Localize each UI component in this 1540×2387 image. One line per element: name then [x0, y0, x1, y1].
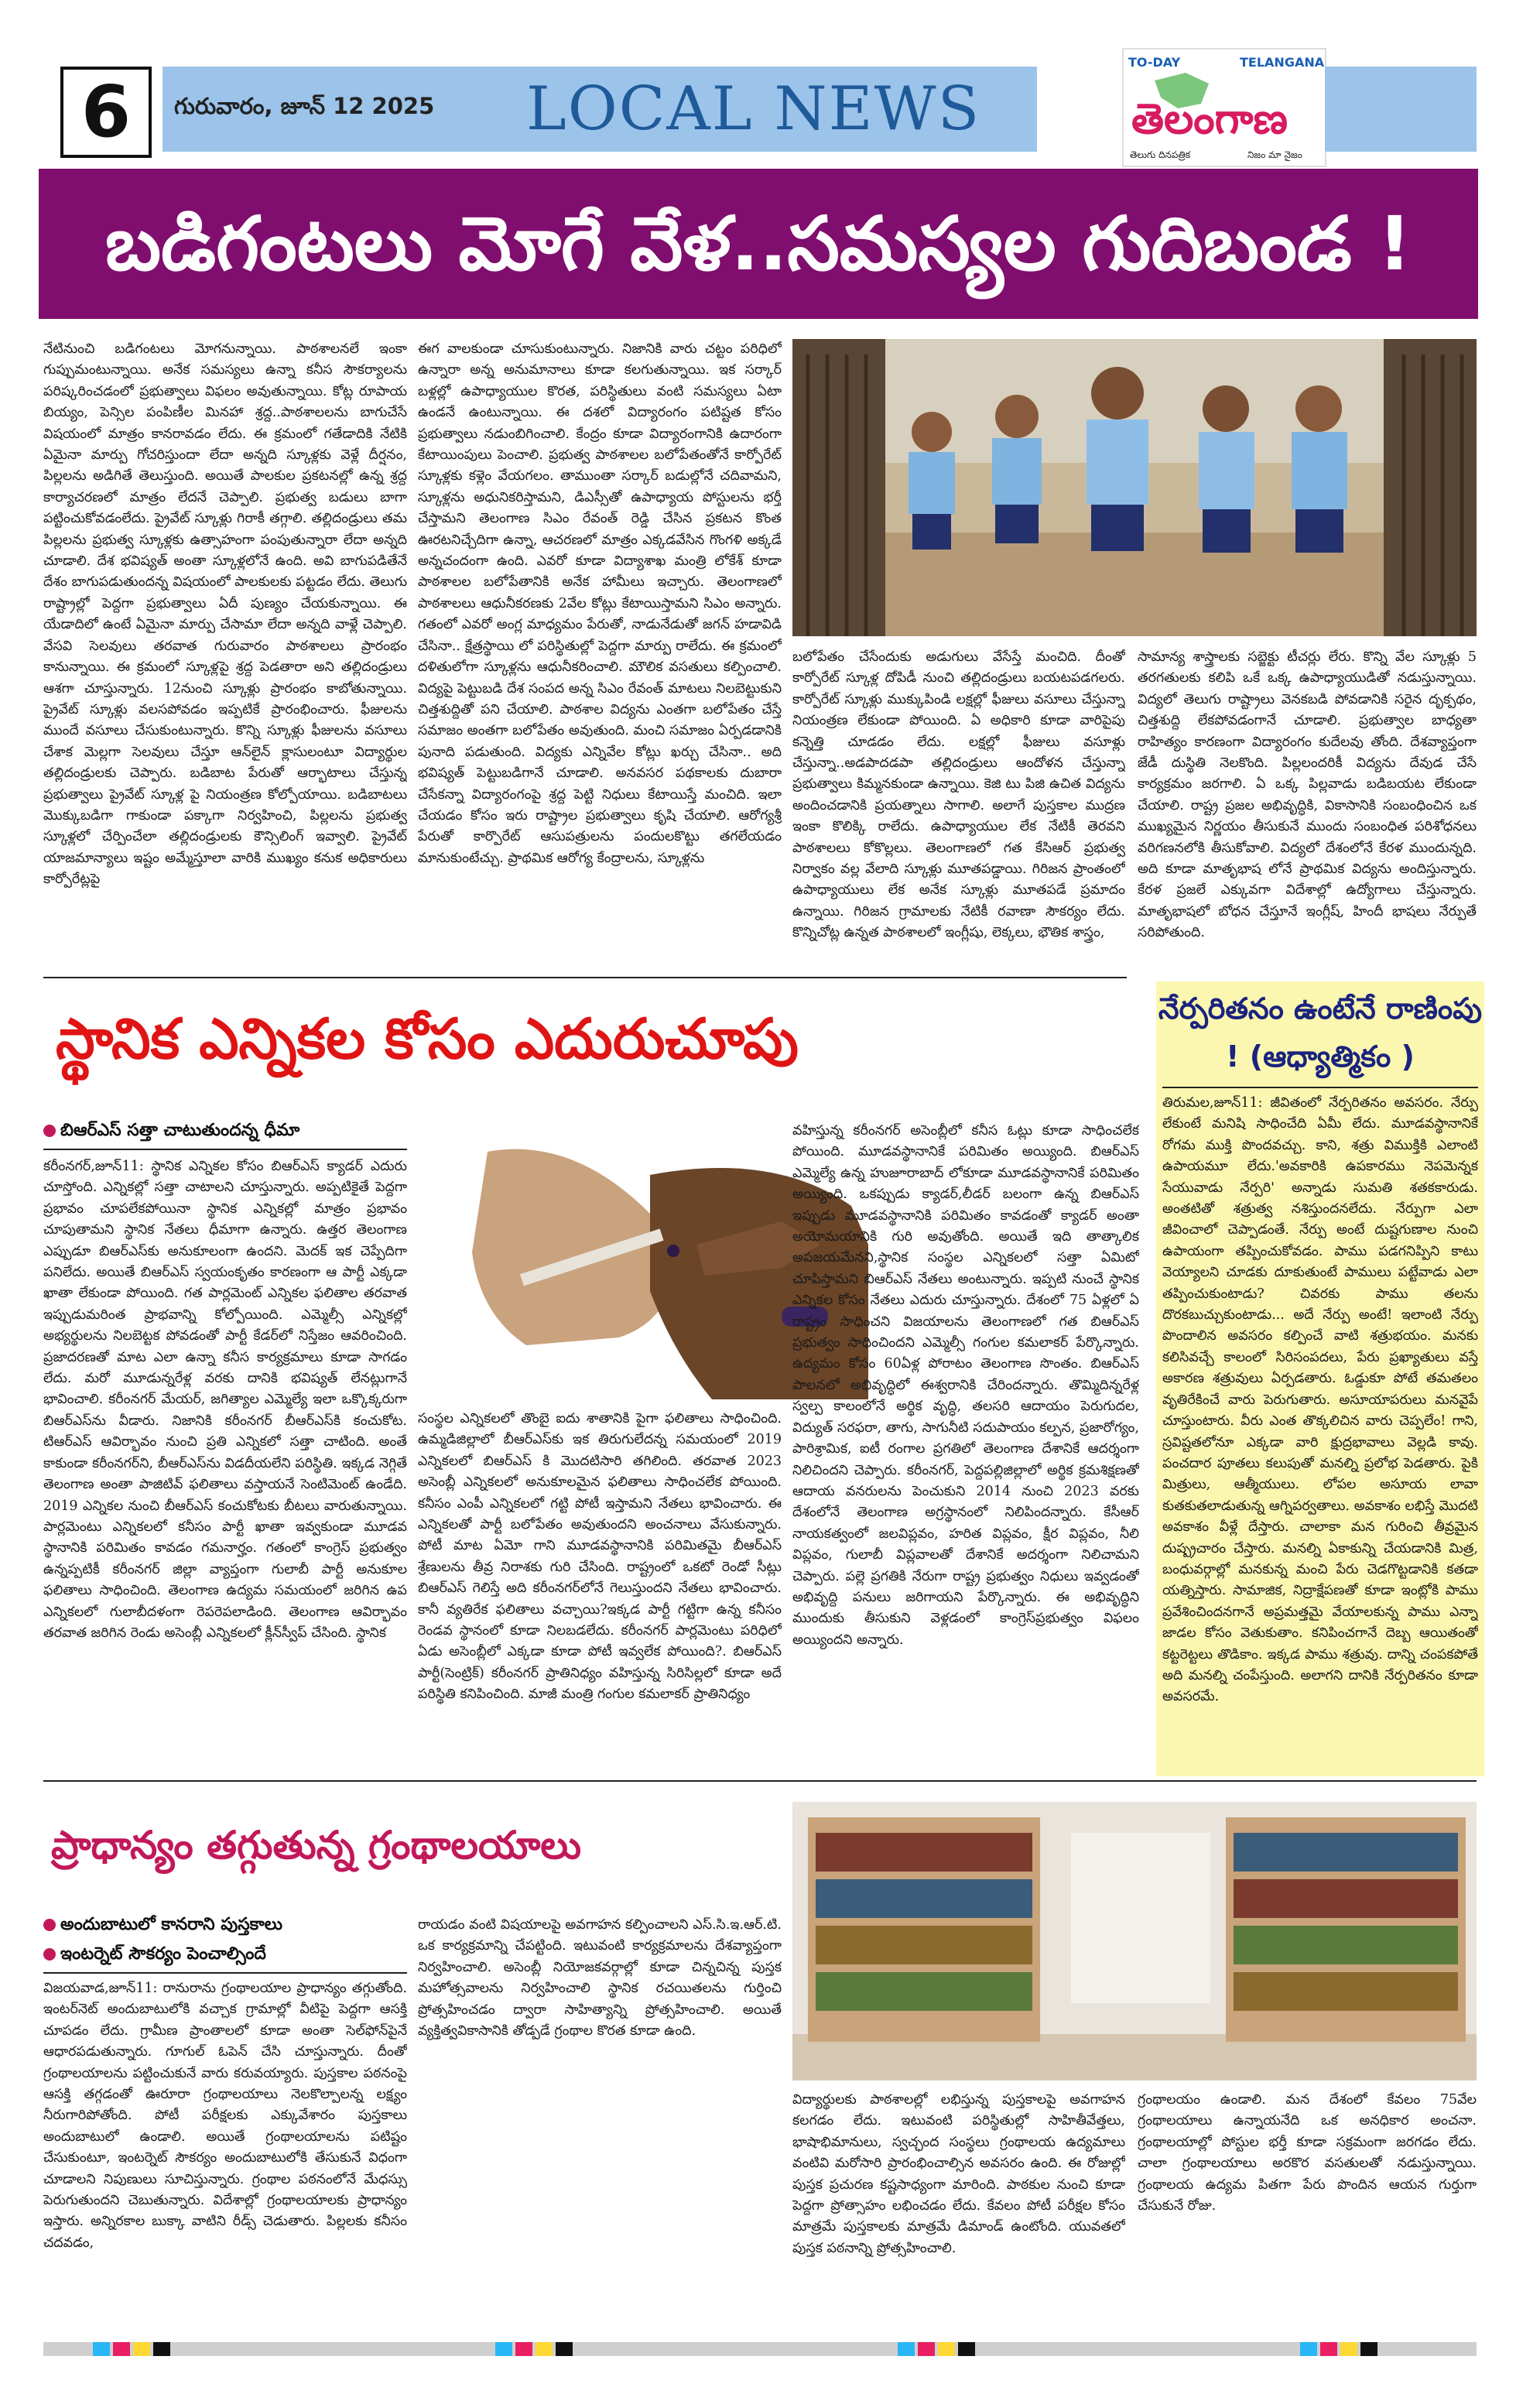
story3-subhead-2-text: ఇంటర్నెట్ సౌకర్యం పెంచాల్సిందే [60, 1944, 266, 1964]
logo-tagline-left: తెలుగు దినపత్రిక [1130, 149, 1191, 160]
sidebar-body: తిరుమల,జూన్11: జీవితంలో నేర్పరితనం అవసరం. నేర్పు లేకుంటే మనిషి సాధించేది ఏమీ లేదు. మూడవస్థానానికే రోగమ ముక్తి పొందవచ్చు. కాని, శత్రు విముక్తికి ఎలాంటి ఉపాయమూ లేదు.'అవకారికి ఉపకారము నెపమెన్నక సేయువాడు నేర్పరి' అన్నాడు సుమతి శతకకారుడు. అంతటితో శత్రుత్వ నశిస్తుందనలేదు. నేర్పుగా ఎలా జీవించాలో చెప్పాడంతే. నేర్పు అంటే దుష్టగుణాల నుంచి ఉపాయంగా తప్పించుకోవడం. పాము పడగనిప్పిని కాటు వెయ్యాలని చూడకు దూకుతుంటే పాములు పట్టేవాడు ఎలా తప్పించుకుంటాడు? చివరకు పాము తలను దొరకబుచ్చుకుంటాడు... అదే నేర్పు అంటే! ఇలాంటి నేర్పు పొందాలిన అవసరం కల్పించే వాటి శత్రుభయం. మనకు కలిసివచ్చే కాలంలో సిరిసంపదలు, పేరు ప్రఖ్యాతులు వస్తే అకారణ శత్రువులు ఏర్పడతారు. ఓడ్డుకూ పోటే తమతలం వృతిరేకించే వారు పెరుగుతారు. అసూయాపరులు మనవైపే చూస్తుంటారు. వీరు ఎంత తొక్కలిచిన వారు చెప్పలేం! గాని, స్రవిష్టతలోనూ ఎక్కడా వారి క్షుద్రభావాలు వెల్లడి కావు. పంచదార పూతలు కలుపుతో మనల్ని ప్రలోభ పెడతారు. పైకి మిత్రులు, ఆత్మీయులు. లోపల అసూయ లావా కుతకుతలాడుతున్న ఆగ్నిపర్వతాలు. అవకాశం లభిస్తే మొదటి అవకాశం వీళ్లే దేస్తారు. చాలాకా మన గురించి తీవ్రమైన దుష్ప్రచారం చేస్తారు. మనల్ని ఏకాకున్ని చేయడానికి మిత్ర, బంధువర్గాల్లో మనకున్న మంచి పేరు చెడగొట్టడానికి కతడా యత్నిస్తారు. సామాజిక, నిద్రాక్షేపణతో కూడా ఇంట్లోకి పాము ప్రవేశించిందనగానే అప్రమత్తమై వేయాలకున్న పాము ఎన్నా జాడల కోసం వెతుకుతాం. కనిపించగానే దెబ్బ ఆయితంతో కట్టరెట్టలు తొడికాం. ఇక్కడ పాము శత్రువు. దాన్ని చంపకపోతే అది మనల్ని చంపేస్తుంది. అలాగని దానికి నేర్పరితనం కూడా అవసరమే. [1162, 1095, 1478, 1705]
subhead-rule [43, 1149, 407, 1150]
story3-column-3: విద్యార్థులకు పాఠశాలల్లో లభిస్తున్న పుస్తకాలపై అవగాహన కలగడం లేదు. ఇటువంటి పరిస్థితుల్లో సాహితీవేత్తలు, భాషాభిమానులు, స్వచ్ఛంద సంస్థలు గ్రంథాలయ ఉద్యమాలు వంటివి మరోసారి ప్రారంభించాల్సిన అవసరం ఉంది. ఈ రోజుల్లో పుస్తక ప్రచురణ కష్టసాధ్యంగా మారింది. పాఠకుల నుంచి కూడా పెద్దగా ప్రోత్సాహం లభించడం లేదు. కేవలం పోటీ పరీక్షల కోసం మాత్రమే పుస్తకాలకు మాత్రమే డిమాండ్ ఉంటోంది. యువతలో పుస్తక పఠనాన్ని ప్రోత్సహించాలి. [792, 2092, 1125, 2256]
headline-libraries: ప్రాధాన్యం తగ్గుతున్న గ్రంథాలయాలు [51, 1823, 582, 1868]
story1-column-3: బలోపేతం చేసేందుకు అడుగులు వేసేస్తే మంచిది. దీంతో కార్పోరేట్ స్కూళ్ల దోపిడీ నుంచి తల్లిదండ్రులు బయటపడగలరు. కార్పోరేట్ స్కూళ్లు ముక్కుపిండి లక్షల్లో ఫీజులు వసూలు చేస్తున్నా నియంత్రణ లేకుండా పోయింది. ఏ అధికారి కూడా వారిపైపు కన్నెత్తి చూడడం లేదు. లక్షల్లో ఫీజులు వసూళ్లు చేస్తున్నా..అడపాదడపా తల్లిదండ్రులు ఆందోళన చేస్తున్నా ప్రభుత్వాలు కిమ్మనకుండా ఉన్నాయి. కెజి టు పిజి ఉచిత విద్యను అందించడానికి ప్రయత్నాలు సాగాలి. అలాగే పుస్తకాల ముద్రణ ఇంకా కొలిక్కి రాలేదు. ఉపాధ్యాయుల లేక నేటికీ తెరవని పాఠశాలలు కోకొల్లలు. తెలంగాణలో గత కేసిఆర్ ప్రభుత్వ నిర్వాకం వల్ల వేలాది స్కూళ్లు మూతపడ్డాయి. గిరిజన ప్రాంతంలో ఉపాధ్యాయులు లేక అనేక స్కూళ్లు మూతపడే ప్రమాదం ఉన్నాయి. గిరిజన గ్రామాలకు నేటికీ రవాణా సౌకర్యం లేదు. కొన్నిచోట్ల ఉన్నత పాఠశాలలో ఇంగ్లీషు, లెక్కలు, భౌతిక శాస్త్రం, [792, 649, 1125, 941]
story2-subhead [43, 1121, 299, 1144]
logo-top-right: TELANGANA [1240, 55, 1325, 70]
sidebar-title: నేర్పరితనం ఉంటేనే రాణింపు ! (ఆధ్యాత్మికం ) [1158, 991, 1483, 1074]
story3-subhead-1 [43, 1915, 282, 1938]
bullet-icon [43, 1948, 56, 1961]
registration-swatch [113, 2342, 130, 2356]
headline-local-elections: స్థానిక ఎన్నికల కోసం ఎదురుచూపు [56, 1006, 799, 1071]
story3-column-4: గ్రంథాలయం ఉండాలి. మన దేశంలో కేవలం 75వేల గ్రంథాలయాలు ఉన్నాయనేది ఒక అనధికార అంచనా. గ్రంథాలయాల్లో పోస్టుల భర్తీ కూడా సక్రమంగా జరగడం లేదు. చాలా గ్రంథాలయాలు అరకొర వసతులతో నడుస్తున్నాయి. గ్రంథాలయ ఉద్యమ పితగా పేరు పొందిన ఆయన గుర్తుగా చేసుకునే రోజు. [1138, 2092, 1477, 2214]
registration-swatch [1300, 2342, 1317, 2356]
registration-bar [43, 2342, 1477, 2356]
newspaper-logo [1122, 48, 1326, 167]
children-school-photo [792, 339, 1477, 636]
registration-swatch [93, 2342, 110, 2356]
bullet-icon [43, 1919, 56, 1931]
story1-column-2: ఈగ వాలకుండా చూసుకుంటున్నారు. నిజానికి వారు చట్టం పరిధిలో ఉన్నారా అన్న అనుమానాలు కూడా కలగుతున్నాయి. ఇక సర్కార్ బళ్లల్లో ఉపాధ్యాయుల కొరత, పరిస్థితులు వంటి సమస్యలు ఏటా ఉండనే ఉంటున్నాయి. ఈ దశలో విద్యారంగం పటిష్టత కోసం ప్రభుత్వాలు నడుంబిగించాలి. కేంద్రం కూడా విద్యారంగానికి ఉదారంగా కేటాయింపులు పెంచాలి. ప్రభుత్వ పాఠశాలల బలోపేతంతోనే కార్పోరేట్ స్కూళ్లకు కళ్లెం వేయగలం. తాముంతా సర్కార్ బడుల్లోనే చదివామని, స్కూళ్లను అధునికరిస్తామని, డిఎస్సీతో ఉపాధ్యాయ పోస్టులను భర్తీ చేస్తామని తెలంగాణ సిఎం రేవంత్ రెడ్డి చేసిన ప్రకటన కొంత ఊరటనిచ్చేదిగా ఉన్నా, ఆచరణలో మాత్రం ఎక్కడవేసిన గొంగళి అక్కడే అన్నచందంగా ఉంది. ఎవరో కూడా విద్యాశాఖ మంత్రి లోకేశ్ కూడా పాఠశాలల బలోపేతానికి అనేక హామీలు ఇచ్చారు. తెలంగాణలో పాఠశాలలు ఆధునీకరణకు 2వేల కోట్లు కేటాయిస్తామని సిఎం అన్నారు. గతంలో ఎవరో అంగ్ల మాధ్యమం పేరుతో, నాడునేడుతో జగన్ హడావిడి చేసినా.. క్షేత్రస్థాయి లో పరిస్థితుల్లో పెద్దగా మార్పు రాలేదు. ఈ క్రమంలో దళితులోగా స్కూళ్లను ఆధునీకరించాలి. మౌలిక వసతులు కల్పించాలి. విద్యపై పెట్టుబడి దేశ సంపద అన్న సిఎం రేవంత్ మాటలు నిలబెట్టుకుని చిత్తశుద్దితో పని చేయాలి. పాఠశాల విద్యను ఎంతగా బలోపేతం చేస్తే సమాజం అంతగా బలోపేతం అవుతుంది. మంచి సమాజం ఏర్పడడానికి పునాది పడుతుంది. విద్యకు ఎన్నివేల కోట్లు ఖర్చు చేసినా.. అది భవిష్యత్ పెట్టుబడిగానే చూడాలి. అనవసర పథకాలకు దుబారా చేసేకన్నా విద్యారంగంపై శ్రద్ద పెట్టి నిధులు కేటాయిస్తే మంచిది. ఇలా చేయడం కోసం ఇరు రాష్ట్రాల ప్రభుత్వాలు కృషి చేయాలి. ఆరోగ్యశ్రీ పేరుతో కార్పొరేట్ ఆసుపత్రులను పందులకొట్టు తగలేయడం మానుకుంటేచ్చు. ప్రాథమిక ఆరోగ్య కేంద్రాలను, స్కూళ్లను [418, 341, 782, 866]
registration-swatch [1340, 2342, 1357, 2356]
story3-column-2: రాయడం వంటి విషయాలపై అవగాహన కల్పించాలని ఎస్.సి.ఇ.ఆర్.టి. ఒక కార్యక్రమాన్ని చేపట్టింది. ఇటువంటి కార్యక్రమాలను దేశవ్యాప్తంగా నిర్వహించాలి. అసెంబ్లీ నియోజకవర్గాల్లో కూడా చిన్నచిన్న పుస్తక మహోత్సవాలను నిర్వహించాలి స్థానిక రచయితలను గుర్తించి ప్రోత్సహించడం ద్వారా సాహిత్యాన్ని ప్రోత్సహించాలి. అయితే వ్యక్తిత్వవికాసానికి తోడ్పడే గ్రంథాల కొరత కూడా ఉంది. [418, 1917, 782, 2039]
story2-column-3: వహిస్తున్న కరీంనగర్ అసెంబ్లీలో కనీస ఓట్లు కూడా సాధించలేక పోయింది. మూడవస్థానానికే పరిమితం అయ్యింది. బిఆర్ఎస్ ఎమ్మెల్యే ఉన్న హుజూరాబాద్ లోకూడా మూడవస్థానానికే పరిమితం అయ్యింది. ఒకప్పుడు క్యాడర్,లీడర్ బలంగా ఉన్న బిఆర్ఎస్ ఇప్పుడు మూడవస్థానానికి పరిమితం కావడంతో క్యాడర్ అంతా అయోమయానికి గురి అవుతోంది. అయితే ఇది తాత్కాలిక అపజయమేనని,స్థానిక సంస్థల ఎన్నికలలో సత్తా ఏమిటో చూపిస్తామని బిఆర్ఎస్ నేతలు అంటున్నారు. ఇప్పటి నుంచే స్థానిక ఎన్నికల కోసం నేతలు ఎదురు చూస్తున్నారు. దేశంలో 75 ఏళ్లలో ఏ రాష్ట్రం సాధించని విజయాలను తెలంగాణలో గత బిఆర్ఎస్ ప్రభుత్వం సాధించిందని ఎమ్మెల్సీ గంగుల కమలాకర్ పేర్కొన్నారు. ఉద్యమం కోసం 60ఏళ్ల పోరాటం తెలంగాణ సొంతం. బిఆర్ఎస్ పాలనలో అభివృద్ధిలో ఈశ్వరానికి చేరిందన్నారు. తొమ్మిదిన్నరేళ్ల స్వల్ప కాలంలోనే అర్థిక వృద్ధి, తలసరి ఆదాయం పెరుగుదల, విద్యుత్ సరఫరా, తాగు, సాగునీటి సదుపాయం కల్పన, ప్రజారోగ్యం, పారిశ్రామిక, ఐటీ రంగాల ప్రగతిలో తెలంగాణ దేశానికే ఆదర్శంగా నిలిచిందని చెప్పారు. కరీంనగర్, పెద్దపల్లిజిల్లాలో అర్థిక క్రమశిక్షణతో ఆదాయ వనరులను పెంచుకుని 2014 నుంచి 2023 వరకు దేశంలోనే తెలంగాణ అగ్రస్థానంలో నిలిపిందన్నారు. కేసీఆర్ నాయకత్వంలో జలవిప్లవం, హరిత విప్లవం, క్షీర విప్లవం, నీలి విప్లవం, గులాబీ విప్లవాలతో దేశానికే అదర్శంగా నిలిచామని చెప్పారు. పల్లె ప్రగతికి నేరుగా రాష్ట్ర ప్రభుత్వం నిధులు ఇవ్వడంతో అభివృద్ది పనులు జరిగాయని పేర్కొన్నారు. ఈ అభివృద్ధిని ముందుకు తీసుకుని వెళ్లడంలో కాంగ్రెస్‌ప్రభుత్వం విఫలం అయ్యిందని అన్నారు. [792, 1123, 1139, 1648]
story3-column-1: విజయవాడ,జూన్11: రానురాను గ్రంథాలయాల ప్రాధాన్యం తగ్గుతోంది. ఇంటర్‌నెట్ అందుబాటులోకి వచ్చాక గ్రామాల్లో వీటిపై పెద్దగా ఆసక్తి చూపడం లేదు. గ్రామీణ ప్రాంతాలలో కూడా అంతా సెల్‌ఫోన్‌పైనే ఆధారపడుతున్నారు. గూగుల్ ఓపెన్ చేసి చూస్తున్నారు. దీంతో గ్రంథాలయాలను పట్టించుకునే వారు కరువయ్యారు. పుస్తకాల పఠనంపై ఆసక్తి తగ్గడంతో ఊరూరా గ్రంథాలయాలు నెలకొల్పాలన్న లక్ష్యం నీరుగారిపోతోంది. పోటీ పరీక్షలకు ఎక్కువేశారం పుస్తకాలు అందుబాటులో ఉండాలి. అయితే గ్రంథాలయాలను పటిష్టం చేసుకుంటూ, ఇంటర్నెట్ సౌకర్యం అందుబాటులోకి తేసుకునే విధంగా చూడాలని నిపుణులు సూచిస్తున్నారు. గ్రంథాల పఠనంలోనే మేధస్సు పెరుగుతుందని చెబుతున్నారు. విదేశాల్లో గ్రంథాలయాలకు ప్రాధాన్యం ఇస్తారు. అన్నిరకాల బుక్కా వాటిని రీడ్స్ చెడుతారు. పిల్లలకు కనీసం చదవడం, [43, 1981, 407, 2251]
registration-swatch [1320, 2342, 1337, 2356]
section-divider-2 [43, 1780, 1477, 1782]
story3-subhead-1-text: అందుబాటులో కానరాని పుస్తకాలు [60, 1915, 282, 1934]
child-figure-4 [1199, 385, 1254, 553]
section-divider [43, 977, 1127, 978]
child-figure-2 [992, 395, 1042, 543]
registration-swatch [515, 2342, 532, 2356]
story1-column-1: నేటినుంచి బడిగంటలు మోగనున్నాయి. పాఠశాలనలే ఇంకా గుప్పుమంటున్నాయి. అనేక సమస్యలు ఉన్నా కనీస సౌకర్యాలను పరిష్కరించడంలో ప్రభుత్వాలు విఫలం అవుతున్నాయి. కోట్ల రూపాయ బియ్యం, పెన్సిల పంపిణీల మినహా శ్రద్ద..పాఠశాలలను బాగుచేసే విషయంలో మాత్రం కానరావడం లేదు. ఈ క్రమంలో గతేడాదికి నేటికి ఏమైనా మార్పు గోచరిస్తుందా లేదా అన్నది స్కూళ్లకు వెళ్లే దీర్షనం, పిల్లలను అడిగితే తెలుస్తుంది. అయితే పాలకుల ప్రకటనల్లో ఉన్న శ్రద్ద కార్యాచరణలో మాత్రం లేదనే చెప్పాలి. ప్రభుత్వ బడులు బాగా పట్టించుకోవడంలేదు. ప్రైవేట్ స్కూళ్లు గిరాకీ తగ్గాలి. తల్లిదండ్రులు తమ పిల్లలను ప్రభుత్వ స్కూళ్లకు ఉత్సాహంగా పంపుతున్నారా లేదా అన్నది చూడాలి. దేశ భవిష్యత్ అంతా స్కూళ్లలోనే ఉంది. అవి బాగుపడితేనే దేశం బాగుపడుతుందన్న విషయంలో పాలకులకు పట్టడం లేదు. తెలుగు రాష్ట్రాల్లో పెద్దగా ప్రభుత్వాలు ఏదీ పుణ్యం చేయకున్నాయి. ఈ యేడాదిలో ఉంటే ఏమైనా మార్పు చేసామా లేదా అన్నది వాళ్లే చెప్పాలి. వేసవి సెలవులు తరవాత గురువారం పాఠశాలలు ప్రారంభం కానున్నాయి. ఈ క్రమంలో స్కూళ్లపై శ్రద్ద పెడతారా అని తల్లిదండ్రులు ఆశగా చూస్తున్నారు. 12నుంచి స్కూళ్లు ప్రారంభం కాబోతున్నాయి. ప్రైవేట్ స్కూళ్లు వలసపోవడం ఇప్పటికే ప్రారంభించారు. ఫీజులను ముందే వసూలు చేసుకుంటున్నారు. కొన్ని స్కూళ్లు ఫీజులను వసూలు చేశాక మెల్లగా సెలవులు చేస్తూ ఆన్‌లైన్ క్లాసులంటూ విద్యార్థుల తల్లిదండ్రులకు చెప్పారు. బడిబాట పేరుతో ఆర్భాటాలు చేస్తున్న ప్రభుత్వాలు ప్రైవేట్ స్కూళ్ల పై నియంత్రణ కోల్పోయాయి. బడిబాటలు మొక్కుబడిగా గాకుండా పక్కాగా నిర్వహించి, పిల్లలను ప్రభుత్వ స్కూళ్లలో చేర్పించేలా తల్లిదండ్రులకు కౌన్సిలింగ్ ఇవ్వాలి. ప్రైవేట్ యాజమాన్యాలు ఇష్టం అమ్మేస్తూలా వారికి ముఖ్యం కనుక అధికారులు కార్పోరేట్లపై [43, 341, 407, 888]
sidebar-rule [1162, 1087, 1478, 1088]
story2-column-1: కరీంనగర్,జూన్11: స్థానిక ఎన్నికల కోసం బిఆర్ఎస్ క్యాడర్ ఎదురు చూస్తోంది. ఎన్నికల్లో సత్తా చాటాలని చూస్తున్నారు. అప్పటికైతే పెద్దగా ప్రభావం చూపలేకపోయినా స్థానిక ఎన్నికల్లో మాత్రం ప్రభావం చూపుతామని స్థానిక నేతలు ధీమాగా ఉన్నారు. ఉత్తర తెలంగాణ ఎప్పుడూ బిఆర్ఎస్‌కు అనుకూలంగా ఉందని. మెదక్ ఇక చెప్పేదిగా పనిలేదు. అయితే బిఆర్ఎస్ స్వయంకృతం కారణంగా ఆ పార్టీ ఎక్కడా ఖాతా లేకుండా పోయింది. గత పార్లమెంట్ ఎన్నికల ఫలితాల తరవాత ఇప్పుడుమరింత ప్రాభవాన్ని కోల్పోయింది. ఎమ్మెల్సీ ఎన్నికల్లో అభ్యర్థులను నిలబెట్టక పోవడంతో పార్టీ కేడర్‌లో నిస్తేజం ఆవరించింది. ప్రజాదరణతో మాట ఎలా ఉన్నా కనీస కార్యక్రమాలు కూడా సాగడం లేదు. మరో మూడున్నరేళ్ల వరకు దానికి భవిష్యత్ లేనట్లుగానే భావించాలి. కరీంనగర్ మేయర్, జగిత్యాల ఎమ్మెల్యే ఇలా ఒక్కొక్కరుగా బిఆర్ఎస్‌ను వీడారు. నిజానికి కరీంనగర్ బీఆర్ఎస్‌కి కంచుకోట. టిఆర్ఎస్ ఆవిర్భావం నుంచి ప్రతి ఎన్నికలో సత్తా చాటింది. అంతే కాకుండా కరీంనగర్‌ని, బీఆర్ఎస్‌ను విడదీయలేని పరిస్థితి. ఇక్కడ నెగ్గితే తెలంగాణ అంతా పాజిటివ్ ఫలితాలు వస్తాయనే సెంటిమెంట్ ఉండేది. 2019 ఎన్నికల నుంచి బీఆర్ఎస్ కంచుకోటకు బీటలు వారుతున్నాయి. పార్లమెంటు ఎన్నికలలో కనీసం పార్టీ ఖాతా ఇవ్వకుండా మూడవ స్థానానికి పరిమితం కావడం గమనార్హం. గతంలో కాంగ్రెస్ ప్రభుత్వం ఉన్నప్పటికీ కరీంనగర్ జిల్లా వ్యాప్తంగా గులాబీ పార్టీ అనుకూల ఫలితాలు సాధించింది. తెలంగాణ ఉద్యమ సమయంలో జరిగిన ఉప ఎన్నికలలో గులాబీదళంగా రెపరెపలాడింది. తెలంగాణ ఆవిర్భావం తరవాత జరిగిన రెండు అసెంబ్లీ ఎన్నికలలో క్లీన్‌స్వీప్ చేసింది. స్థానిక [43, 1159, 407, 1641]
story3-subhead-2 [43, 1944, 266, 1967]
registration-swatch [958, 2342, 975, 2356]
section-title: LOCAL NEWS [526, 74, 981, 144]
main-headline: బడిగంటలు మోగే వేళ..సమస్యల గుదిబండ ! [104, 200, 1412, 287]
story2-subhead-text: బిఆర్ఎస్ సత్తా చాటుతుందన్న ధీమా [60, 1121, 300, 1140]
subhead-rule-2 [43, 1972, 407, 1974]
registration-swatch [536, 2342, 553, 2356]
page-number: 6 [60, 67, 152, 158]
registration-swatch [1360, 2342, 1377, 2356]
registration-swatch [938, 2342, 955, 2356]
bullet-icon [43, 1125, 56, 1137]
child-figure-3 [1087, 367, 1148, 551]
registration-swatch [153, 2342, 170, 2356]
registration-swatch [898, 2342, 915, 2356]
issue-date: గురువారం, జూన్ 12 2025 [174, 93, 435, 119]
registration-swatch [556, 2342, 573, 2356]
child-figure-5 [1292, 385, 1347, 553]
masthead-band-right [1325, 67, 1477, 152]
child-figure-1 [909, 412, 955, 550]
logo-name: తెలంగాణ [1131, 94, 1288, 143]
registration-swatch [918, 2342, 935, 2356]
logo-tagline-right: నిజం మా నైజం [1247, 149, 1302, 160]
story2-column-2: సంస్థల ఎన్నికలలో తొంబై ఐదు శాతానికి పైగా ఫలితాలు సాధించింది. ఉమ్మడిజిల్లాలో బీఆర్ఎస్‌కు ఇక తిరుగులేదన్న సమయంలో 2019 ఎన్నికలలో బిఆర్ఎస్ కి మొదటిసారి తగిలింది. తరవాత 2023 అసెంబ్లీ ఎన్నికలలో అనుకూలమైన ఫలితాలు సాధించలేక పోయింది. కనీసం ఎంపీ ఎన్నికలలో గట్టి పోటీ ఇస్తామని నేతలు భావించారు. ఈ ఎన్నికలతో పార్టీ బలోపేతం అవుతుందని అంచనాలు వేసుకున్నారు. పోటీ మాట ఏమో గాని మూడవస్థానానికి పరిమితమై బీఆర్ఎస్ శ్రేణులను తీవ్ర నిరాశకు గురి చేసింది. రాష్ట్రంలో ఒకటో రెండో సీట్లు బిఆర్ఎస్ గెలిస్తే అది కరీంనగర్‌లోనే గెలుస్తుందని నేతలు భావించారు. కానీ వ్యతిరేక ఫలితాలు వచ్చాయి?ఇక్కడ పార్టీ గట్టిగా ఉన్న కనీసం రెండవ స్థానంలో కూడా నిలబడలేదు. కరీంనగర్ పార్లమెంటు పరిధిలో ఏడు అసెంబ్లీలో ఎక్కడా కూడా పోటీ ఇవ్వలేక పోయింది?. బిఆర్ఎస్ పార్టీ(సెంట్రిక్) కరీంనగర్ ప్రాతినిధ్యం వహిస్తున్న సిరిసిల్లలో కూడా అదే పరిస్థితి కనిపించింది. మాజీ మంత్రి గంగుల కమలాకర్ ప్రాతినిధ్యం [418, 1411, 782, 1703]
logo-top-left: TO-DAY [1128, 55, 1181, 70]
registration-swatch [133, 2342, 150, 2356]
library-photo [792, 1802, 1477, 2080]
registration-swatch [495, 2342, 512, 2356]
story1-column-4: సామాన్య శాస్త్రాలకు సబ్జెక్టు టీచర్లు లేరు. కొన్ని వేల స్కూళ్లు 5 తరగతులకు కలిపి ఒకే ఒక్క ఉపాధ్యాయుడితో నడుస్తున్నాయి. విద్యలో తెలుగు రాష్ట్రాలు వెనకబడి పోవడానికి సరైన దృక్పథం, చిత్తశుద్ది లేకపోవడంగానే చూడాలి. ప్రభుత్వాల బాధ్యతా రాహిత్యం కారణంగా విద్యారంగం కుదేలవు తోంది. దేశవ్యాప్తంగా జేడీ దుస్థితి నెలకొంది. పిల్లలందరికీ విద్యను దేవుడ చేసే కార్యక్రమం జరగాలి. ఏ ఒక్క పిల్లవాడు బడిబయట లేకుండా చేయాలి. రాష్ట్ర ప్రజల అభివృద్ధికి, వికాసానికి సంబంధించిన ఒక ముఖ్యమైన నిర్ణయం తీసుకునే ముందు సంబంధిత పరిశోధనలు వరిగణనలోకి తీసుకోవాలి. విద్యలో దేశంలోనే కేరళ ముందున్నది. అది కూడా మాతృభాష లోనే ప్రాథమిక విద్యను అందిస్తున్నారు. కేరళ ప్రజలే ఎక్కువగా విదేశాల్లో ఉద్యోగాలు చేస్తున్నారు. మాతృభాషలో బోధన చేస్తూనే ఇంగ్లీష్, హిందీ భాషలు నేర్పుతే సరిపోతుంది. [1138, 649, 1477, 941]
